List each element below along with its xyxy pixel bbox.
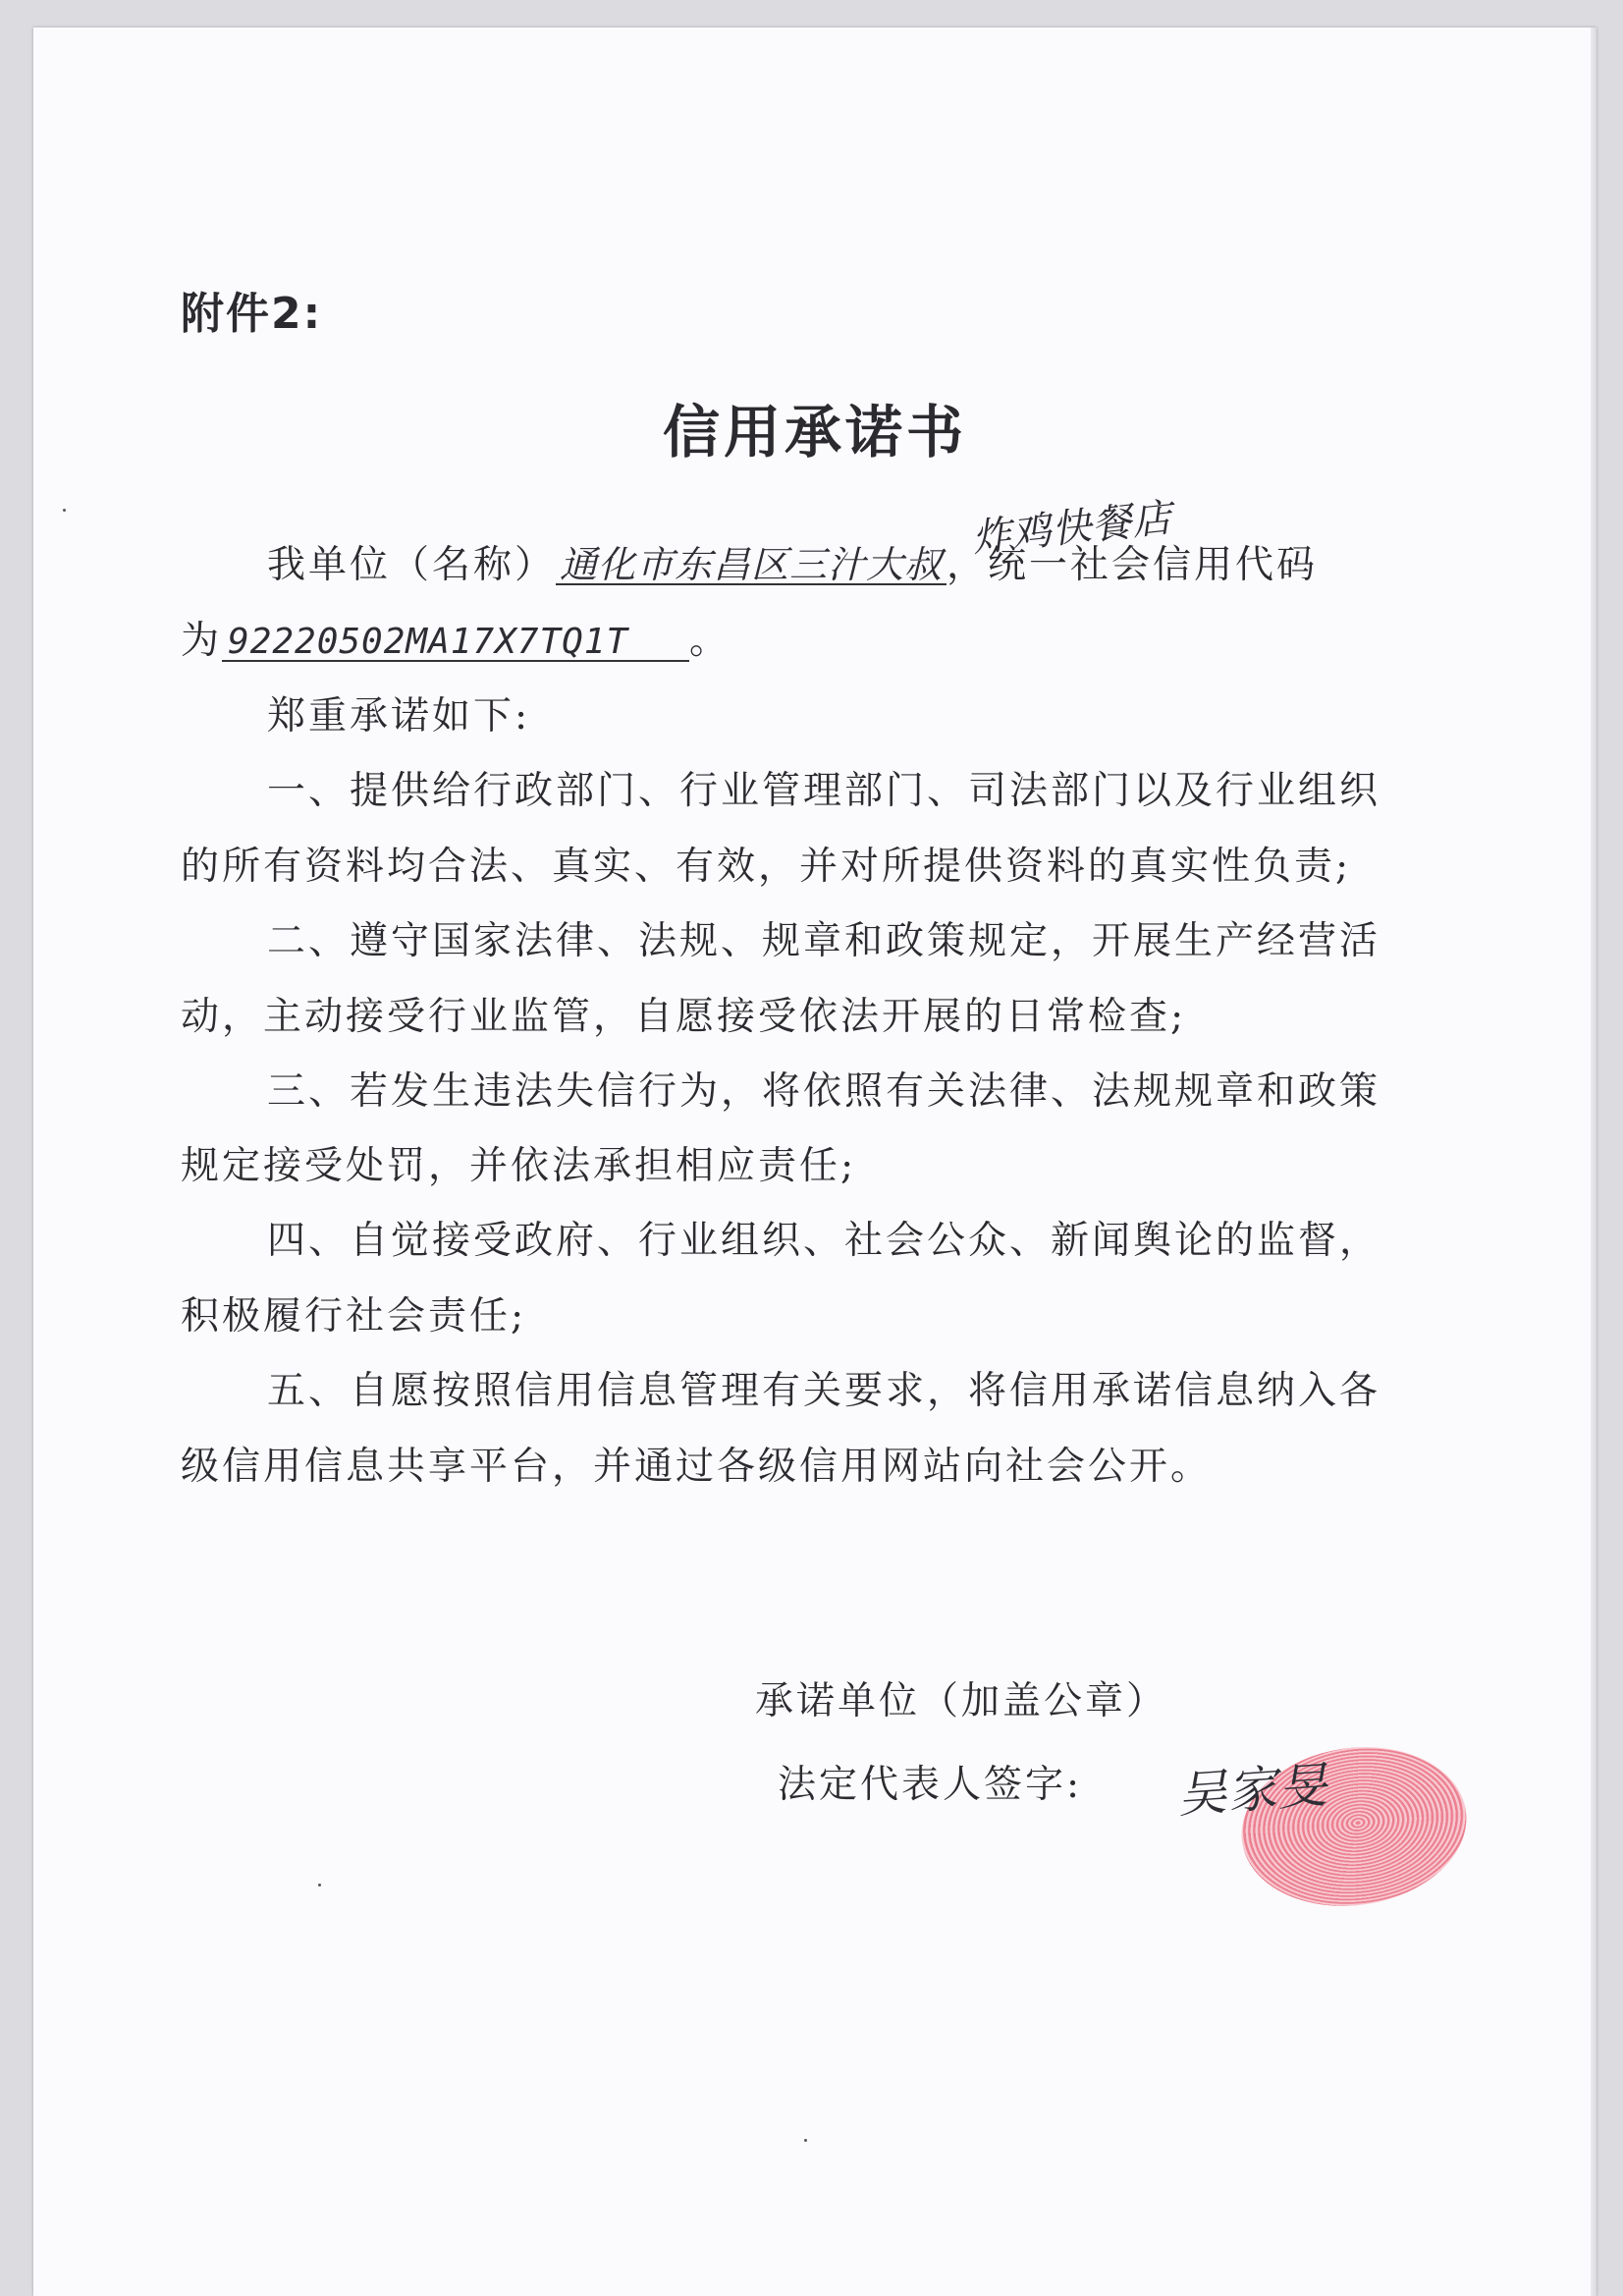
legal-rep-signature: 吴家旻 (1175, 1756, 1330, 1825)
code-prefix: 为 (181, 619, 223, 663)
unit-name-field: 通化市东昌区三汁大叔 (556, 546, 947, 585)
commitment-item-1-line-2: 的所有资料均合法、真实、有效，并对所提供资料的真实性负责; (181, 845, 1352, 889)
intro-line-2 (181, 619, 731, 663)
commitment-item-2-line-1: 二、遵守国家法律、法规、规章和政策规定，开展生产经营活 (267, 919, 1381, 963)
code-suffix: 。 (689, 619, 731, 663)
commitment-item-3-line-1: 三、若发生违法失信行为，将依照有关法律、法规规章和政策 (267, 1069, 1381, 1114)
commitment-item-4-line-2: 积极履行社会责任; (181, 1294, 527, 1339)
credit-code-field: 92220502MA17X7TQ1T (222, 625, 689, 662)
intro-suffix: ，统一社会信用代码 (947, 543, 1319, 587)
intro-prefix: 我单位（名称） (267, 543, 557, 587)
promising-unit-label: 承诺单位（加盖公章） (755, 1679, 1168, 1723)
scan-speck (804, 2139, 807, 2142)
paper-edge (1591, 27, 1596, 2296)
unit-name-field-extra: 炸鸡快餐店 (969, 495, 1175, 562)
commitment-item-5-line-1: 五、自愿按照信用信息管理有关要求，将信用承诺信息纳入各 (267, 1369, 1381, 1413)
commitment-item-1-line-1: 一、提供给行政部门、行业管理部门、司法部门以及行业组织 (267, 769, 1381, 813)
commitments-lead: 郑重承诺如下: (267, 694, 531, 738)
commitment-item-5-line-2: 级信用信息共享平台，并通过各级信用网站向社会公开。 (181, 1445, 1213, 1489)
document-page (33, 27, 1596, 2296)
commitment-item-2-line-2: 动，主动接受行业监管，自愿接受依法开展的日常检查; (181, 995, 1187, 1039)
commitment-item-4-line-1: 四、自觉接受政府、行业组织、社会公众、新闻舆论的监督， (267, 1219, 1381, 1263)
scan-speck (318, 1884, 321, 1886)
scan-speck (63, 509, 66, 512)
page-title: 信用承诺书 (662, 399, 967, 465)
attachment-label: 附件2: (181, 289, 323, 339)
legal-rep-label: 法定代表人签字: (778, 1763, 1083, 1807)
commitment-item-3-line-2: 规定接受处罚，并依法承担相应责任; (181, 1144, 857, 1188)
intro-line-1 (267, 543, 1319, 587)
